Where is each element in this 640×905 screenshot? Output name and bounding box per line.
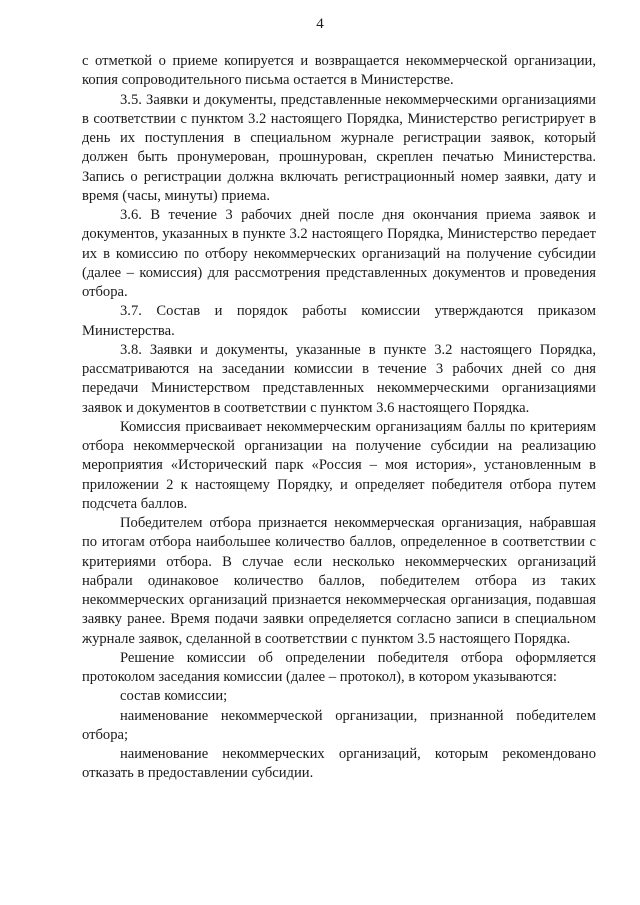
paragraph-3-5: 3.5. Заявки и документы, представленные некоммерческими организациями в соответствии с пунктом 3.2 настоящего Порядка, Министерство регистрирует в день их поступления в специальном журнале регистрации заявок, который должен быть пронумерован, прошнурован, скреплен печатью Министерства. Запись о регистрации должна включать регистрационный номер заявки, дату и время (часы, минуты) приема. <box>82 91 596 204</box>
paragraph-3-8: 3.8. Заявки и документы, указанные в пункте 3.2 настоящего Порядка, рассматриваются на заседании комиссии в течение 3 рабочих дней со дня передачи Министерством представленных некоммерческими организациями заявок и документов в соответствии с пунктом 3.6 настоящего Порядка. <box>82 341 596 416</box>
list-item-winner-name: наименование некоммерческой организации, признанной победителем отбора; <box>82 707 596 743</box>
page-number: 4 <box>316 16 324 32</box>
paragraph-3-6: 3.6. В течение 3 рабочих дней после дня окончания приема заявок и документов, указанных в пункте 3.2 настоящего Порядка, Министерство передает их в комиссию по отбору некоммерческих организаций на получение субсидии (далее – комиссия) для рассмотрения представленных документов и проведения отбора. <box>82 207 596 300</box>
paragraph-decision: Решение комиссии об определении победителя отбора оформляется протоколом заседания комиссии (далее – протокол), в котором указываются: <box>82 649 596 685</box>
list-item-commission: состав комиссии; <box>120 688 228 705</box>
paragraph-3-7: 3.7. Состав и порядок работы комиссии утверждаются приказом Министерства. <box>82 303 596 339</box>
list-item-rejected: наименование некоммерческих организаций, которым рекомендовано отказать в предоставлении субсидии. <box>82 746 596 782</box>
paragraph-continuation: с отметкой о приеме копируется и возвращается некоммерческой организации, копия сопроводительного письма остается в Министерстве. <box>82 53 596 89</box>
paragraph-winner: Победителем отбора признается некоммерческая организация, набравшая по итогам отбора наибольшее количество баллов, определенное в соответствии с критериями отбора. В случае если несколько некоммерческих организаций набрали одинаковое количество баллов, победителем отбора из таких некоммерческих организаций признается некоммерческая организация, подавшая заявку ранее. Время подачи заявки определяется согласно записи в специальном журнале заявок, сделанной в соответствии с пунктом 3.5 настоящего Порядка. <box>82 515 596 647</box>
document-body <box>82 52 596 784</box>
paragraph-scoring: Комиссия присваивает некоммерческим организациям баллы по критериям отбора некоммерческой организации на получение субсидии на реализацию мероприятия «Исторический парк «Россия – моя история», установленным в приложении 2 к настоящему Порядку, и определяет победителя отбора путем подсчета баллов. <box>82 418 596 512</box>
